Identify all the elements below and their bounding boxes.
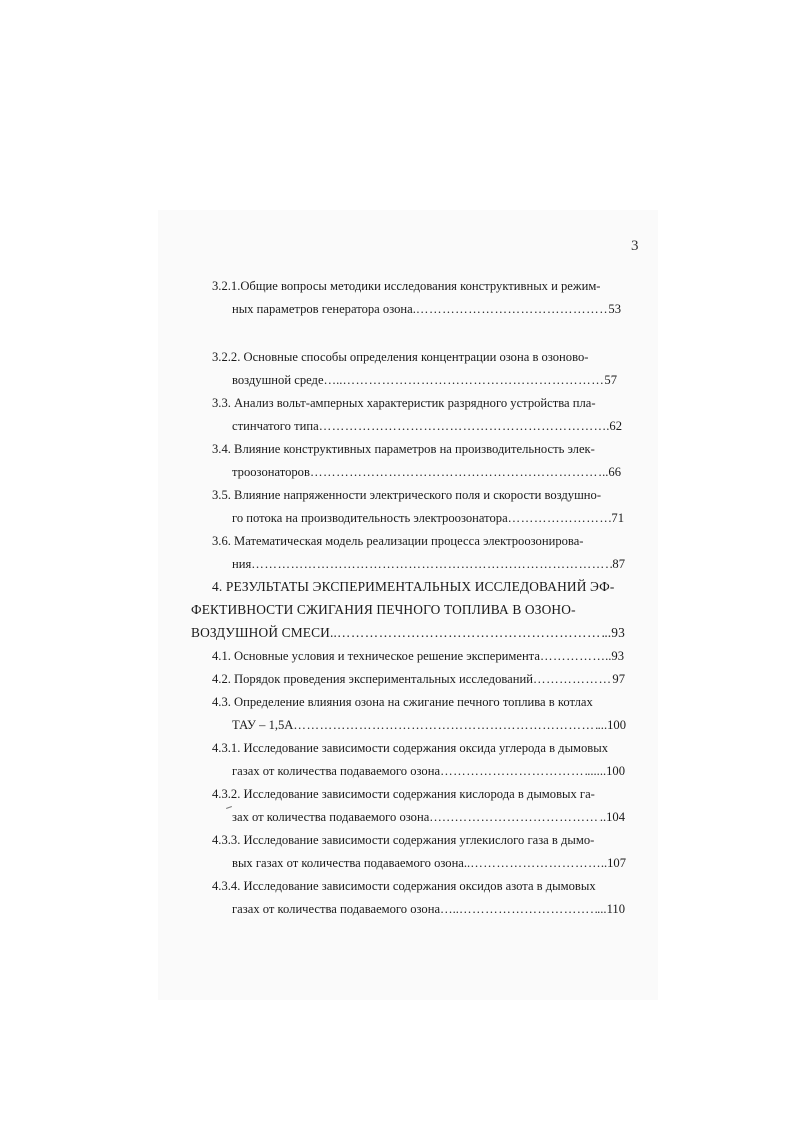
toc-entry-3-3-line2	[232, 418, 622, 434]
toc-entry-3-4-line1: 3.4. Влияние конструктивных параметров на производительность элек-	[212, 442, 595, 456]
toc-entry-4-3-4-line1: 4.3.4. Исследование зависимости содержания оксидов азота в дымовых	[212, 879, 596, 893]
toc-entry-4-2	[212, 671, 625, 687]
dot-leader	[319, 418, 607, 434]
toc-entry-3-6-line2	[232, 556, 625, 572]
dot-leader	[440, 763, 587, 779]
toc-entry-3-5-page: 71	[611, 511, 624, 525]
toc-chapter-4-text: ВОЗДУШНОЙ СМЕСИ..	[191, 625, 338, 640]
toc-entry-4-3-line1: 4.3. Определение влияния озона на сжигание печного топлива в котлах	[212, 695, 593, 709]
toc-entry-3-4-text: троозонаторов	[232, 465, 310, 479]
toc-entry-4-1-page: ..93	[605, 649, 624, 663]
dot-leader	[416, 301, 609, 317]
toc-chapter-4-page: ..93	[604, 625, 625, 640]
toc-entry-3-2-1-text: ных параметров генератора озона.	[232, 302, 416, 316]
toc-entry-4-3-3-page: ..107	[600, 856, 626, 870]
toc-entry-3-3-text: стинчатого типа	[232, 419, 319, 433]
toc-entry-4-3-2-line2	[232, 809, 625, 825]
dot-leader	[310, 464, 602, 480]
toc-entry-4-3-1-line2	[232, 763, 625, 779]
toc-entry-4-3-3-line2	[232, 855, 626, 871]
toc-entry-3-2-1-line2	[232, 301, 621, 317]
toc-entry-4-3-2-page: ..104	[599, 810, 625, 824]
dot-leader	[454, 809, 599, 825]
dot-leader	[459, 901, 597, 917]
toc-entry-4-2-page: 97	[612, 672, 625, 686]
toc-entry-3-2-1-line1: 3.2.1.Общие вопросы методики исследования конструктивных и режим-	[212, 279, 601, 293]
dot-leader	[251, 556, 612, 572]
toc-entry-3-2-2-line1: 3.2.2. Основные способы определения концентрации озона в озоново-	[212, 350, 589, 364]
toc-entry-4-3-1-line1: 4.3.1. Исследование зависимости содержания оксида углерода в дымовых	[212, 741, 609, 755]
toc-entry-3-4-page: ..66	[602, 465, 621, 479]
toc-entry-3-5-line1: 3.5. Влияние напряженности электрического поля и скорости воздушно-	[212, 488, 602, 502]
toc-chapter-4-line1: 4. РЕЗУЛЬТАТЫ ЭКСПЕРИМЕНТАЛЬНЫХ ИССЛЕДОВАНИЙ ЭФ-	[212, 579, 615, 594]
toc-entry-4-3-3-text: вых газах от количества подаваемого озона..	[232, 856, 471, 870]
toc-entry-3-6-line1: 3.6. Математическая модель реализации процесса электроозонирова-	[212, 534, 584, 548]
dot-leader	[508, 510, 612, 526]
toc-entry-3-2-2-page: 57	[604, 373, 617, 387]
toc-entry-4-3-4-line2	[232, 901, 625, 917]
dot-leader	[293, 717, 597, 733]
toc-entry-4-3-page: ...100	[597, 718, 626, 732]
toc-entry-4-3-4-text: газах от количества подаваемого озона…..	[232, 902, 459, 916]
dot-leader	[337, 625, 604, 641]
toc-entry-4-3-text: ТАУ – 1,5А	[232, 718, 294, 732]
toc-entry-3-2-1-page: 53	[608, 302, 621, 316]
toc-entry-4-3-3-line1: 4.3.3. Исследование зависимости содержания углекислого газа в дымо-	[212, 833, 595, 847]
toc-entry-3-2-2-text: воздушной среде…..	[232, 373, 343, 387]
page-number: 3	[631, 238, 639, 254]
toc-entry-4-3-1-page: ......100	[587, 764, 625, 778]
toc-entry-4-3-2-text: зах от количества подаваемого озона……	[232, 810, 455, 824]
dot-leader	[342, 372, 604, 388]
dot-leader	[470, 855, 601, 871]
toc-entry-3-3-page: .62	[606, 419, 622, 433]
toc-entry-3-4-line2	[232, 464, 621, 480]
toc-chapter-4-line3	[191, 625, 625, 641]
toc-entry-3-6-text: ния	[232, 557, 252, 571]
toc-entry-4-1-text: 4.1. Основные условия и техническое решение эксперимента	[212, 649, 540, 663]
toc-entry-3-3-line1: 3.3. Анализ вольт-амперных характеристик разрядного устройства пла-	[212, 396, 596, 410]
dot-leader	[533, 671, 612, 687]
toc-entry-4-3-line2	[232, 717, 626, 733]
toc-entry-4-1	[212, 648, 624, 664]
toc-chapter-4-line2: ФЕКТИВНОСТИ СЖИГАНИЯ ПЕЧНОГО ТОПЛИВА В ОЗОНО-	[191, 602, 576, 617]
toc-entry-4-2-text: 4.2. Порядок проведения экспериментальных исследований	[212, 672, 533, 686]
toc-entry-4-3-1-text: газах от количества подаваемого озона	[232, 764, 441, 778]
toc-entry-4-3-2-line1: 4.3.2. Исследование зависимости содержания кислорода в дымовых га-	[212, 787, 595, 801]
toc-entry-4-3-4-page: ...110	[597, 902, 625, 916]
dot-leader	[540, 648, 605, 664]
toc-entry-3-5-line2	[232, 510, 624, 526]
toc-entry-3-5-text: го потока на производительность электроозонатора	[232, 511, 508, 525]
toc-entry-3-6-page: 87	[612, 557, 625, 571]
toc-entry-3-2-2-line2	[232, 372, 617, 388]
